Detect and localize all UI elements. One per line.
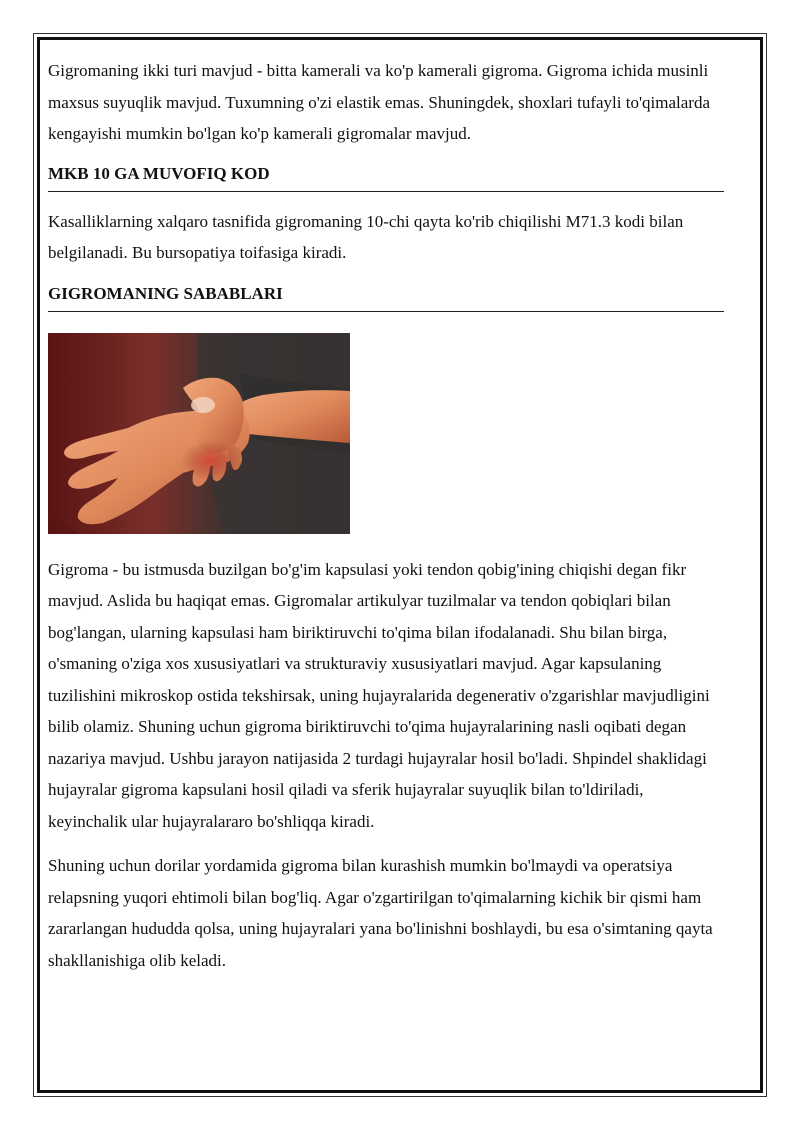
document-content [48, 55, 724, 976]
causes-paragraph-1: Gigroma - bu istmusda buzilgan bo'g'im kapsulasi yoki tendon qobig'ining chiqishi degan fikr mavjud. Aslida bu haqiqat emas. Gigromalar artikulyar tuzilmalar va tendon qobiqlari bilan bog'langan, ularning kapsulasi ham biriktiruvchi to'qima bilan ifodalanadi. Shu bilan birga, o'smaning o'ziga xos xususiyatlari va strukturaviy xususiyatlari mavjud. Agar kapsulaning tuzilishini mikroskop ostida tekshirsak, uning hujayralarida degenerativ o'zgarishlar mavjudligini bilib olamiz. Shuning uchun gigroma biriktiruvchi to'qima hujayralarining nasli oqibati degan nazariya mavjud. Ushbu jarayon natijasida 2 turdagi hujayralar hosil bo'ladi. Shpindel shaklidagi hujayralar gigroma kapsulani hosil qiladi va sferik hujayralar suyuqlik bilan to'ldiriladi, keyinchalik ular hujayralararo bo'shliqqa kiradi. [48, 559, 710, 831]
causes-heading: GIGROMANING SABABLARI [48, 283, 724, 312]
causes-paragraph-2: Shuning uchun dorilar yordamida gigroma bilan kurashish mumkin bo'lmaydi va operatsiya relapsning yuqori ehtimoli bilan bog'liq. Agar o'zgartirilgan to'qimalarning kichik bir qismi ham zararlangan hududda qolsa, uning hujayralari yana bo'linishni boshlaydi, bu esa o'simtaning qayta shakllanishiga olib keladi. [48, 856, 713, 970]
intro-paragraph: Gigromaning ikki turi mavjud - bitta kamerali va ko'p kamerali gigroma. Gigroma ichida musinli maxsus suyuqlik mavjud. Tuxumning o'zi elastik emas. Shuningdek, shoxlari tufayli to'qimalarda kengayishi mumkin bo'lgan ko'p kamerali gigromalar mavjud. [48, 61, 710, 143]
hand-wrist-photo [48, 333, 350, 534]
icd-code-paragraph: Kasalliklarning xalqaro tasnifida gigromaning 10-chi qayta ko'rib chiqilishi M71.3 kodi bilan belgilanadi. Bu bursopatiya toifasiga kiradi. [48, 211, 684, 262]
icd-code-heading: MKB 10 GA MUVOFIQ KOD [48, 163, 724, 192]
